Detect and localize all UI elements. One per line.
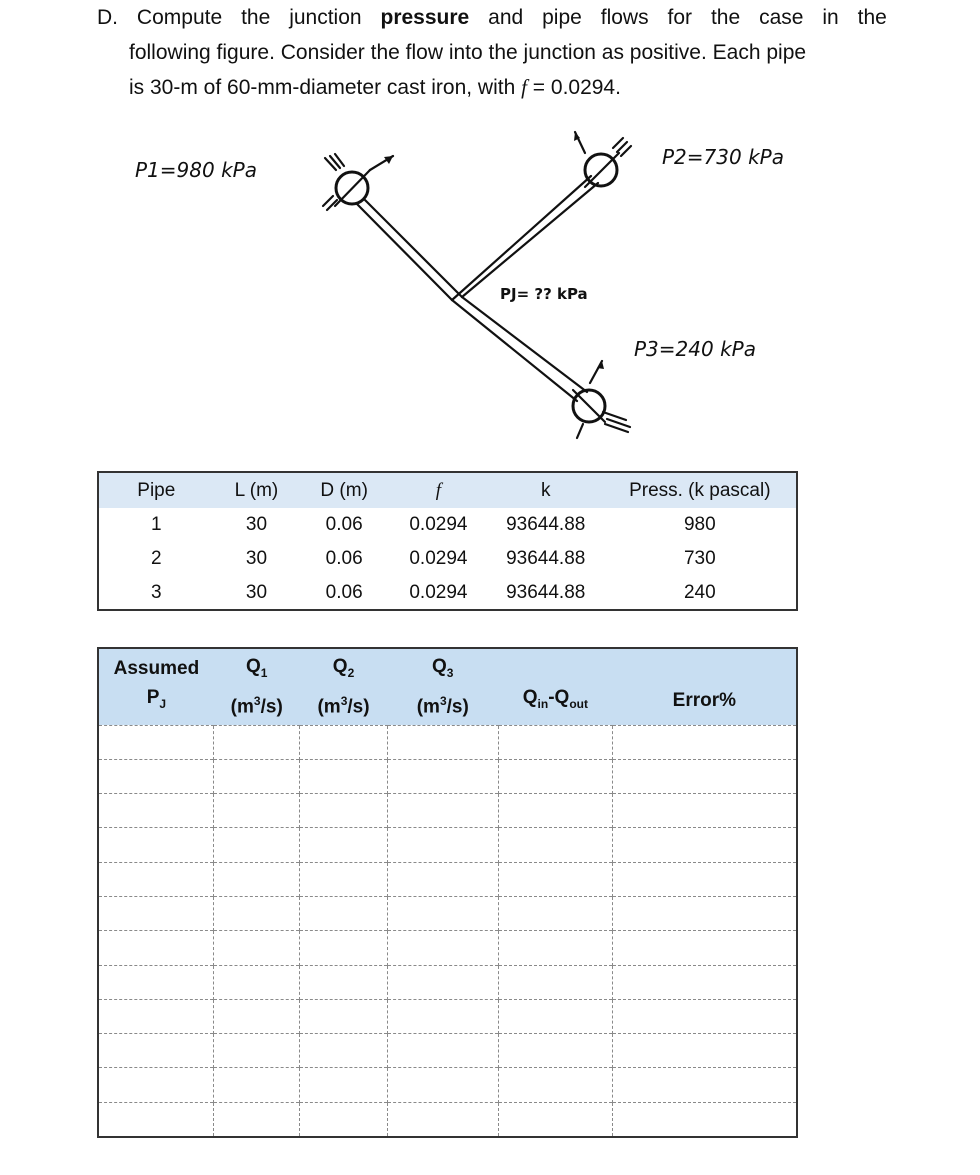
empty-cell[interactable]: [214, 896, 300, 930]
empty-cell[interactable]: [98, 965, 214, 999]
empty-cell[interactable]: [98, 828, 214, 862]
problem-line-1: D. Compute the junction pressure and pipe flows for the case in the: [97, 0, 887, 35]
empty-cell[interactable]: [387, 931, 498, 965]
header-pipe: Pipe: [137, 479, 176, 501]
empty-cell[interactable]: [387, 965, 498, 999]
table-row: [98, 759, 797, 793]
empty-cell[interactable]: [300, 759, 388, 793]
iteration-table: [97, 647, 798, 1138]
pipe-parameters-table: [97, 471, 798, 611]
empty-cell[interactable]: [300, 1102, 388, 1136]
pipe-1: [357, 200, 462, 300]
empty-cell[interactable]: [300, 999, 388, 1033]
empty-cell[interactable]: [300, 965, 388, 999]
header-length: L (m): [234, 479, 279, 501]
params-header-row: [98, 472, 797, 508]
junction-figure: [0, 110, 980, 455]
empty-cell[interactable]: [300, 794, 388, 828]
empty-cell[interactable]: [613, 999, 797, 1033]
empty-cell[interactable]: [387, 794, 498, 828]
empty-cell[interactable]: [98, 794, 214, 828]
emphasis-pressure: pressure: [380, 6, 470, 29]
empty-cell[interactable]: [613, 1102, 797, 1136]
empty-cell[interactable]: [498, 725, 613, 759]
table-row: [98, 862, 797, 896]
empty-cell[interactable]: [300, 725, 388, 759]
empty-cell[interactable]: [300, 931, 388, 965]
header-assumed-pj: Assumed $P_J$: [113, 658, 200, 712]
valve-2-icon: [575, 132, 631, 187]
empty-cell[interactable]: [613, 794, 797, 828]
problem-line-2: following figure. Consider the flow into the junction as positive. Each pipe: [129, 41, 807, 64]
table-row: 2 30 0.06 0.0294 93644.88 730: [151, 548, 716, 569]
problem-statement: [97, 0, 887, 105]
empty-cell[interactable]: [498, 862, 613, 896]
table-row: [98, 999, 797, 1033]
pipe-3: [452, 297, 587, 401]
header-k: k: [540, 479, 551, 501]
table-row: [98, 1102, 797, 1136]
empty-cell[interactable]: [498, 896, 613, 930]
empty-cell[interactable]: [613, 1034, 797, 1068]
empty-cell[interactable]: [300, 896, 388, 930]
empty-cell[interactable]: [498, 1034, 613, 1068]
empty-cell[interactable]: [498, 828, 613, 862]
empty-cell[interactable]: [498, 931, 613, 965]
empty-cell[interactable]: [98, 896, 214, 930]
empty-cell[interactable]: [98, 1102, 214, 1136]
empty-cell[interactable]: [214, 931, 300, 965]
table-row: [98, 794, 797, 828]
empty-cell[interactable]: [98, 759, 214, 793]
empty-cell[interactable]: [498, 965, 613, 999]
empty-cell[interactable]: [98, 1034, 214, 1068]
empty-cell[interactable]: [300, 1034, 388, 1068]
empty-cell[interactable]: [214, 725, 300, 759]
empty-cell[interactable]: [300, 1068, 388, 1102]
empty-cell[interactable]: [387, 828, 498, 862]
empty-cell[interactable]: [98, 725, 214, 759]
header-q1: $Q_1$ $(m^3/s)$: [230, 655, 283, 718]
empty-cell[interactable]: [300, 862, 388, 896]
iteration-header-row: [98, 648, 797, 725]
empty-cell[interactable]: [214, 965, 300, 999]
empty-cell[interactable]: [387, 999, 498, 1033]
empty-cell[interactable]: [498, 759, 613, 793]
empty-cell[interactable]: [498, 999, 613, 1033]
empty-cell[interactable]: [214, 862, 300, 896]
pj-label: PJ= ?? kPa: [500, 285, 588, 303]
empty-cell[interactable]: [387, 862, 498, 896]
empty-cell[interactable]: [613, 931, 797, 965]
table-row: 3 30 0.06 0.0294 93644.88 240: [151, 581, 716, 603]
table-row: [98, 931, 797, 965]
empty-cell[interactable]: [498, 1068, 613, 1102]
table-row: [98, 1034, 797, 1068]
problem-line-3: is 30-m of 60-mm-diameter cast iron, with f = 0.0294.: [129, 75, 621, 99]
table-row: [98, 896, 797, 930]
header-q2: $Q_2$ $(m^3/s)$: [317, 655, 370, 718]
header-friction: f: [435, 479, 442, 501]
table-row: 1 30 0.06 0.0294 93644.88 980: [151, 514, 716, 535]
header-diameter: D (m): [320, 479, 368, 501]
empty-cell[interactable]: [387, 1102, 498, 1136]
empty-cell[interactable]: [613, 896, 797, 930]
table-row: [98, 828, 797, 862]
empty-cell[interactable]: [300, 828, 388, 862]
empty-cell[interactable]: [613, 725, 797, 759]
empty-cell[interactable]: [613, 862, 797, 896]
empty-cell[interactable]: [498, 794, 613, 828]
empty-cell[interactable]: [613, 1068, 797, 1102]
empty-cell[interactable]: [98, 1068, 214, 1102]
empty-cell[interactable]: [387, 896, 498, 930]
empty-cell[interactable]: [98, 999, 214, 1033]
table-row: [98, 725, 797, 759]
empty-cell[interactable]: [214, 1068, 300, 1102]
empty-cell[interactable]: [387, 725, 498, 759]
empty-cell[interactable]: [214, 794, 300, 828]
p1-label: P1=980 kPa: [135, 158, 257, 182]
empty-cell[interactable]: [387, 1068, 498, 1102]
empty-cell[interactable]: [214, 999, 300, 1033]
iteration-body: [98, 725, 797, 1137]
header-qdiff: $Q_{in}-Q_{out}$: [522, 686, 588, 711]
p2-label: P2=730 kPa: [662, 145, 784, 169]
empty-cell[interactable]: [498, 1102, 613, 1136]
empty-cell[interactable]: [613, 828, 797, 862]
table-row: [98, 965, 797, 999]
header-q3: $Q_3$ $(m^3/s)$: [416, 655, 469, 718]
empty-cell[interactable]: [214, 828, 300, 862]
empty-cell[interactable]: [214, 1034, 300, 1068]
empty-cell[interactable]: [214, 759, 300, 793]
valve-1-icon: [323, 154, 393, 210]
pipe-2: [452, 176, 598, 300]
empty-cell[interactable]: [98, 931, 214, 965]
table-row: [98, 1068, 797, 1102]
empty-cell[interactable]: [613, 965, 797, 999]
empty-cell[interactable]: [613, 759, 797, 793]
empty-cell[interactable]: [214, 1102, 300, 1136]
empty-cell[interactable]: [387, 759, 498, 793]
problem-label: D.: [97, 6, 118, 29]
p3-label: P3=240 kPa: [634, 337, 756, 361]
header-error: Error%: [672, 690, 736, 712]
header-pressure: Press. (k pascal): [629, 479, 771, 501]
empty-cell[interactable]: [387, 1034, 498, 1068]
empty-cell[interactable]: [98, 862, 214, 896]
valve-3-icon: [573, 361, 630, 438]
